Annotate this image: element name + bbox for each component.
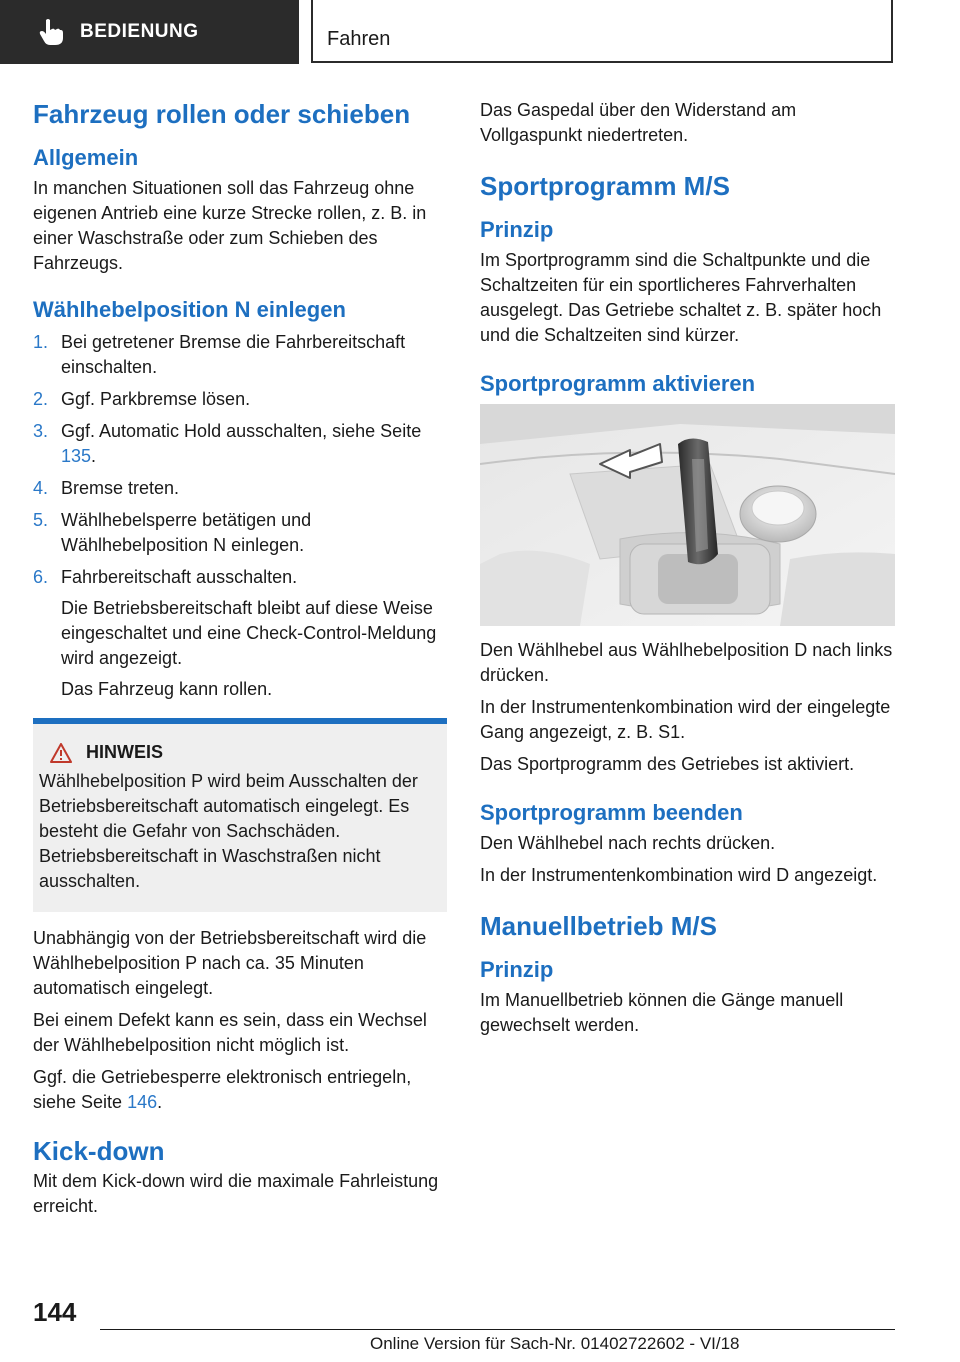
section-label: BEDIENUNG xyxy=(80,21,199,42)
hand-pointer-icon xyxy=(38,18,64,46)
paragraph-aktivieren-3: Das Sportprogramm des Getriebes ist aktiviert. xyxy=(480,754,855,774)
paragraph-beenden-1: Den Wählhebel nach rechts drücken. xyxy=(480,833,776,853)
notice-header xyxy=(50,742,441,763)
heading-allgemein: Allgemein xyxy=(33,145,139,170)
paragraph-aktivieren-1: Den Wählhebel aus Wählhebelposition D nach links drücken. xyxy=(480,640,893,685)
notice-text: Wählhebelposition P wird beim Ausschalten der Betriebsbereitschaft automatisch eingelegt. Es besteht die Gefahr von Sachschäden. Betriebsbereitschaft in Waschstraßen nicht ausschalten. xyxy=(39,771,418,891)
paragraph-gaspedal: Das Gaspedal über den Widerstand am Vollgaspunkt niedertreten. xyxy=(480,100,797,145)
paragraph-allgemein: In manchen Situationen soll das Fahrzeug ohne eigenen Antrieb eine kurze Strecke rollen, z. B. in einer Waschstraße oder zum Schieben des Fahrzeugs. xyxy=(33,178,427,273)
footer-divider xyxy=(100,1329,895,1330)
warning-icon xyxy=(50,743,72,763)
page-link-135[interactable]: 135 xyxy=(61,446,92,466)
paragraph-kickdown: Mit dem Kick-down wird die maximale Fahrleistung erreicht. xyxy=(33,1171,439,1216)
left-column xyxy=(33,98,447,1226)
page-link-146[interactable]: 146 xyxy=(127,1092,158,1112)
footer-version: Online Version für Sach-Nr. 01402722602 - VI/18 xyxy=(370,1334,740,1353)
list-item: 2. Ggf. Parkbremse lösen. xyxy=(33,389,251,409)
notice-box xyxy=(33,718,447,912)
section-tab xyxy=(0,0,299,64)
chapter-tab xyxy=(311,0,893,63)
paragraph-beenden-2: In der Instrumentenkombination wird D angezeigt. xyxy=(480,865,878,885)
paragraph-aktivieren-2: In der Instrumentenkombination wird der eingelegte Gang angezeigt, z. B. S1. xyxy=(480,697,891,742)
right-column xyxy=(480,98,895,1045)
notice-title: HINWEIS xyxy=(86,742,164,762)
heading-kickdown: Kick-down xyxy=(33,1136,165,1166)
list-item: 1. Bei getretener Bremse die Fahrbereitschaft einschalten. xyxy=(33,332,406,377)
heading-rollen: Fahrzeug rollen oder schieben xyxy=(33,99,411,129)
list-item: 4. Bremse treten. xyxy=(33,478,180,498)
gear-selector-illustration xyxy=(480,404,895,626)
list-item: 6. Fahrbereitschaft ausschalten. Die Betriebsbereitschaft bleibt auf diese Weise eingeschaltet und eine Check-Control-Meldung wird angezeigt. Das Fahrzeug kann rollen. xyxy=(33,565,447,702)
paragraph-unabhaengig: Unabhängig von der Betriebsbereitschaft wird die Wählhebelposition P nach ca. 35 Minuten automatisch eingelegt. xyxy=(33,928,427,998)
heading-manuellbetrieb: Manuellbetrieb M/S xyxy=(480,911,717,941)
heading-aktivieren: Sportprogramm aktivieren xyxy=(480,371,756,396)
step-note: Die Betriebsbereitschaft bleibt auf diese Weise eingeschaltet und eine Check-Control-Meldung wird angezeigt. xyxy=(61,598,437,668)
paragraph-prinzip-1: Im Sportprogramm sind die Schaltpunkte und die Schaltzeiten für ein sportlicheres Fahrverhalten ausgelegt. Das Getriebe schaltet z. B. später hoch und die Schaltzeiten sind kürzer. xyxy=(480,250,882,345)
paragraph-defekt: Bei einem Defekt kann es sein, dass ein Wechsel der Wählhebelposition nicht möglich ist. xyxy=(33,1010,427,1055)
list-item: 3. Ggf. Automatic Hold ausschalten, siehe Seite 135. xyxy=(33,421,422,466)
heading-sportprogramm: Sportprogramm M/S xyxy=(480,171,730,201)
step-note: Das Fahrzeug kann rollen. xyxy=(61,679,273,699)
heading-beenden: Sportprogramm beenden xyxy=(480,800,743,825)
chapter-label: Fahren xyxy=(327,28,391,50)
heading-position-n: Wählhebelposition N einlegen xyxy=(33,297,346,322)
heading-prinzip-1: Prinzip xyxy=(480,217,554,242)
steps-list xyxy=(33,330,447,702)
paragraph-prinzip-2: Im Manuellbetrieb können die Gänge manuell gewechselt werden. xyxy=(480,990,844,1035)
heading-prinzip-2: Prinzip xyxy=(480,957,554,982)
list-item: 5. Wählhebelsperre betätigen und Wählhebelposition N einlegen. xyxy=(33,510,312,555)
paragraph-getriebesperre: Ggf. die Getriebesperre elektronisch entriegeln, siehe Seite 146. xyxy=(33,1067,412,1112)
page-number: 144 xyxy=(33,1297,77,1327)
